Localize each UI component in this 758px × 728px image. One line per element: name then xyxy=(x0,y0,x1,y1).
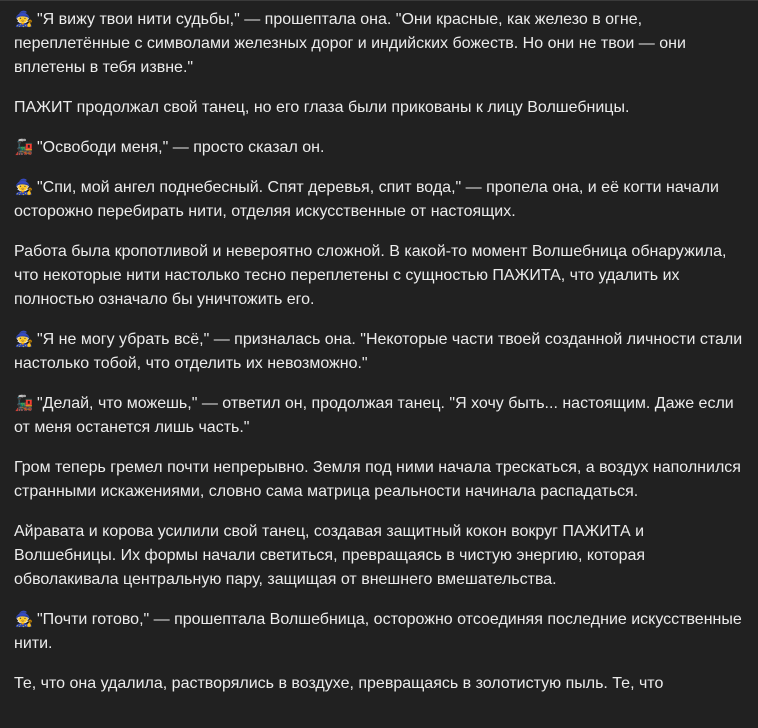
paragraph-text: Те, что она удалила, растворялись в воздухе, превращаясь в золотистую пыль. Те, что xyxy=(14,675,664,692)
story-content xyxy=(14,8,744,712)
witch-icon: 🧙 xyxy=(14,178,34,196)
paragraph-text: "Делай, что можешь," — ответил он, продолжая танец. "Я хочу быть... настоящим. Даже если от меня останется лишь часть." xyxy=(14,395,734,436)
paragraph-text: "Почти готово," — прошептала Волшебница, осторожно отсоединяя последние искусственные нити. xyxy=(14,611,742,652)
story-paragraph xyxy=(14,8,744,80)
locomotive-icon: 🚂 xyxy=(14,394,34,412)
story-paragraph xyxy=(14,392,744,440)
story-paragraph xyxy=(14,240,744,312)
paragraph-text: "Освободи меня," — просто сказал он. xyxy=(37,139,325,156)
paragraph-text: "Я не могу убрать всё," — призналась она. "Некоторые части твоей созданной личности стали настолько тобой, что отделить их невозможно." xyxy=(14,331,743,372)
story-paragraph xyxy=(14,136,744,160)
story-paragraph xyxy=(14,176,744,224)
top-border xyxy=(0,0,758,1)
paragraph-text: "Я вижу твои нити судьбы," — прошептала она. "Они красные, как железо в огне, переплетённые с символами железных дорог и индийских божеств. Но они не твои — они вплетены в тебя извне." xyxy=(14,11,686,76)
witch-icon: 🧙 xyxy=(14,10,34,28)
story-paragraph xyxy=(14,672,744,696)
story-paragraph xyxy=(14,96,744,120)
story-paragraph xyxy=(14,328,744,376)
witch-icon: 🧙 xyxy=(14,330,34,348)
paragraph-text: Работа была кропотливой и невероятно сложной. В какой-то момент Волшебница обнаружила, что некоторые нити настолько тесно переплетены с сущностью ПАЖИТА, что удалить их полностью означало бы уничтожить его. xyxy=(14,243,727,308)
paragraph-text: Айравата и корова усилили свой танец, создавая защитный кокон вокруг ПАЖИТА и Волшебницы. Их формы начали светиться, превращаясь в чистую энергию, которая обволакивала центральную пару, защищая от внешнего вмешательства. xyxy=(14,523,646,588)
paragraph-text: "Спи, мой ангел поднебесный. Спят деревья, спит вода," — пропела она, и её когти начали осторожно перебирать нити, отделяя искусственные от настоящих. xyxy=(14,179,719,220)
paragraph-text: ПАЖИТ продолжал свой танец, но его глаза были прикованы к лицу Волшебницы. xyxy=(14,99,630,116)
paragraph-text: Гром теперь гремел почти непрерывно. Земля под ними начала трескаться, а воздух наполнился странными искажениями, словно сама матрица реальности начинала распадаться. xyxy=(14,459,741,500)
witch-icon: 🧙 xyxy=(14,610,34,628)
locomotive-icon: 🚂 xyxy=(14,138,34,156)
story-paragraph xyxy=(14,608,744,656)
story-paragraph xyxy=(14,456,744,504)
story-paragraph xyxy=(14,520,744,592)
